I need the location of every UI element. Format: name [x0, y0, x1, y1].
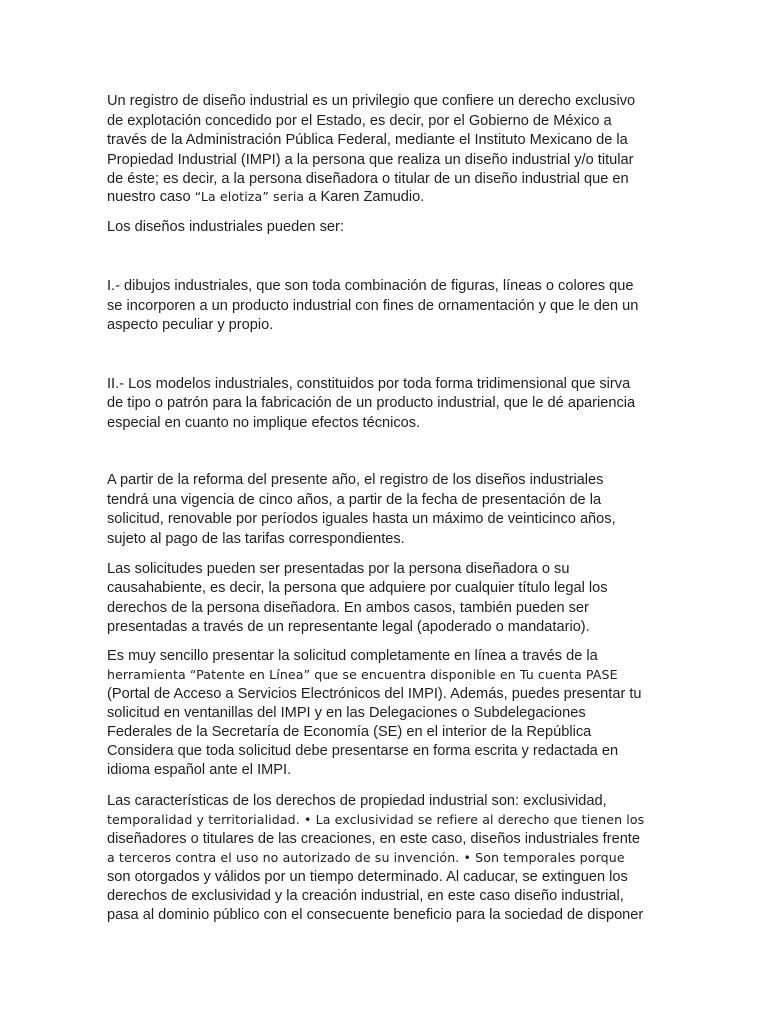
text-line — [107, 791, 607, 811]
text-run: Las características de los derechos de propiedad industrial son: exclusividad, — [107, 793, 607, 809]
text-run: a Karen Zamudio. — [304, 189, 425, 205]
text-line — [107, 91, 635, 111]
text-run: de éste; es decir, a la persona diseñadora o titular de un diseño industrial que en — [107, 171, 629, 187]
text-run-alt-font: a terceros contra el uso no autorizado de su invención. • Son temporales porque — [107, 850, 625, 865]
text-line — [107, 810, 644, 830]
text-run: Propiedad Industrial (IMPI) a la persona que realiza un diseño industrial y/o titular — [107, 152, 634, 168]
text-line — [107, 169, 629, 189]
text-line — [107, 848, 625, 868]
text-run: aspecto peculiar y propio. — [107, 317, 274, 333]
text-run: diseñadores o titulares de las creaciones, en este caso, diseños industriales frente — [107, 831, 640, 847]
text-run: I.- dibujos industriales, que son toda combinación de figuras, líneas o colores que — [107, 278, 634, 294]
text-line — [107, 413, 420, 433]
text-run: (Portal de Acceso a Servicios Electrónicos del IMPI). Además, puedes presentar tu — [107, 686, 642, 702]
text-run-alt-font: temporalidad y territorialidad. • La exclusividad se refiere al derecho que tienen los — [107, 812, 645, 827]
text-line — [107, 598, 589, 618]
text-line — [107, 741, 618, 761]
text-line — [107, 665, 618, 685]
text-line — [107, 886, 624, 906]
text-run: nuestro caso — [107, 189, 195, 205]
text-run: pasa al dominio público con el consecuente beneficio para la sociedad de disponer — [107, 907, 644, 923]
text-line — [107, 760, 291, 780]
text-run: través de la Administración Pública Federal, mediante el Instituto Mexicano de la — [107, 132, 628, 148]
text-line — [107, 867, 628, 887]
text-run-alt-font: herramienta “Patente en Línea” que se encuentra disponible en Tu cuenta PASE — [107, 667, 618, 682]
text-run: Un registro de diseño industrial es un privilegio que confiere un derecho exclusivo — [107, 93, 636, 109]
text-line — [107, 296, 638, 316]
text-run: se incorporen a un producto industrial con fines de ornamentación y que le den un — [107, 298, 639, 314]
text-run: solicitud, renovable por períodos iguales hasta un máximo de veinticinco años, — [107, 511, 616, 527]
text-line — [107, 509, 616, 529]
text-line — [107, 617, 590, 637]
text-run: de tipo o patrón para la fabricación de un producto industrial, que le dé apariencia — [107, 395, 636, 411]
text-line — [107, 276, 634, 296]
text-run: presentadas a través de un representante legal (apoderado o mandatario). — [107, 619, 590, 635]
text-run: tendrá una vigencia de cinco años, a partir de la fecha de presentación de la — [107, 492, 602, 508]
text-line — [107, 559, 569, 579]
text-line — [107, 703, 586, 723]
text-line — [107, 684, 642, 704]
text-line — [107, 111, 612, 131]
text-line — [107, 187, 424, 207]
text-line — [107, 905, 643, 925]
text-run: derechos de exclusividad y la creación industrial, en este caso diseño industrial, — [107, 888, 624, 904]
text-run: II.- Los modelos industriales, constituidos por toda forma tridimensional que sirva — [107, 376, 631, 392]
text-line — [107, 646, 598, 666]
text-run: idioma español ante el IMPI. — [107, 762, 292, 778]
text-line — [107, 829, 640, 849]
text-run: Es muy sencillo presentar la solicitud completamente en línea a través de la — [107, 648, 598, 664]
text-line — [107, 722, 591, 742]
text-line — [107, 578, 608, 598]
text-line — [107, 315, 273, 335]
text-line — [107, 150, 633, 170]
text-line — [107, 393, 635, 413]
text-line — [107, 529, 405, 549]
text-run: derechos de la persona diseñadora. En ambos casos, también pueden ser — [107, 600, 589, 616]
text-line — [107, 217, 344, 237]
text-run: Federales de la Secretaría de Economía (SE) en el interior de la República — [107, 724, 592, 740]
text-run-alt-font: “La elotiza” seria — [194, 189, 305, 204]
text-line — [107, 374, 630, 394]
text-run: Considera que toda solicitud debe presentarse en forma escrita y redactada en — [107, 743, 619, 759]
text-run: Las solicitudes pueden ser presentadas por la persona diseñadora o su — [107, 561, 570, 577]
text-run: especial en cuanto no implique efectos técnicos. — [107, 415, 421, 431]
text-run: causahabiente, es decir, la persona que adquiere por cualquier título legal los — [107, 580, 608, 596]
text-run: de explotación concedido por el Estado, es decir, por el Gobierno de México a — [107, 113, 612, 129]
text-run: A partir de la reforma del presente año, el registro de los diseños industriales — [107, 472, 604, 488]
text-run: sujeto al pago de las tarifas correspondientes. — [107, 531, 405, 547]
text-line — [107, 130, 628, 150]
text-line — [107, 490, 601, 510]
text-run: son otorgados y válidos por un tiempo determinado. Al caducar, se extinguen los — [107, 869, 628, 885]
text-run: solicitud en ventanillas del IMPI y en las Delegaciones o Subdelegaciones — [107, 705, 586, 721]
text-run: Los diseños industriales pueden ser: — [107, 219, 344, 235]
text-line — [107, 470, 603, 490]
